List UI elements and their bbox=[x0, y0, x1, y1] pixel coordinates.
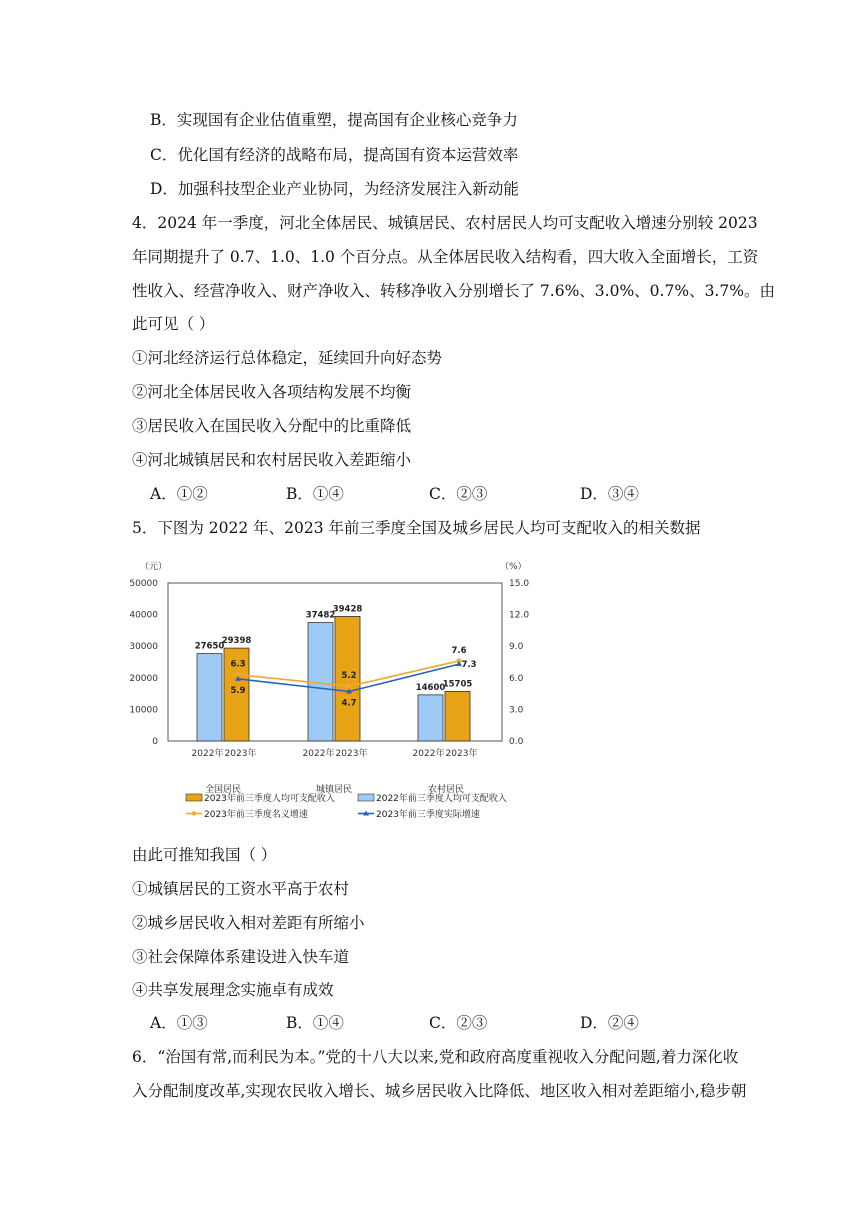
q5-statement: ③社会保障体系建设进入快车道 bbox=[132, 948, 350, 966]
left-tick-label: 20000 bbox=[129, 673, 158, 684]
x-tick-label: 2023年 bbox=[445, 749, 478, 759]
x-tick-label: 2022年 bbox=[191, 749, 224, 759]
real-growth-label: 4.7 bbox=[341, 698, 357, 709]
q3-option-c: C．优化国有经济的战略布局，提高国有资本运营效率 bbox=[150, 146, 519, 164]
category-label: 城镇居民 bbox=[315, 785, 353, 795]
right-tick-label: 0.0 bbox=[509, 737, 524, 747]
legend-label: 2023年前三季度人均可支配收入 bbox=[204, 794, 335, 804]
q5-statement: ②城乡居民收入相对差距有所缩小 bbox=[132, 914, 365, 932]
bar-2023 bbox=[445, 691, 470, 741]
q5-after: 由此可推知我国（ ） bbox=[132, 846, 277, 864]
right-tick-label: 12.0 bbox=[509, 610, 530, 621]
bar-value-label: 15705 bbox=[442, 679, 473, 690]
right-tick-label: 3.0 bbox=[509, 705, 524, 716]
x-tick-label: 2023年 bbox=[224, 749, 257, 759]
right-tick-label: 6.0 bbox=[509, 673, 524, 684]
income-chart bbox=[120, 550, 540, 830]
right-tick-label: 15.0 bbox=[509, 579, 530, 589]
q4-statement: ①河北经济运行总体稳定，延续回升向好态势 bbox=[132, 349, 443, 367]
q5-option-d: D．②④ bbox=[580, 1014, 639, 1032]
nominal-growth-label: 7.6 bbox=[451, 645, 467, 656]
bar-value-label: 37482 bbox=[305, 610, 336, 621]
x-tick-label: 2023年 bbox=[335, 749, 368, 759]
left-tick-label: 30000 bbox=[129, 642, 158, 653]
legend-marker bbox=[192, 811, 196, 815]
real-growth-label: 7.3 bbox=[461, 660, 477, 671]
q4-statement: ④河北城镇居民和农村居民收入差距缩小 bbox=[132, 451, 412, 469]
x-tick-label: 2022年 bbox=[302, 749, 335, 759]
q4-stem-line: 年同期提升了 0.7、1.0、1.0 个百分点。从全体居民收入结构看，四大收入全面增长，工资 bbox=[132, 248, 759, 266]
q3-option-b: B．实现国有企业估值重塑，提高国有企业核心竞争力 bbox=[150, 111, 518, 129]
q4-statement: ③居民收入在国民收入分配中的比重降低 bbox=[132, 417, 412, 435]
bar-2022 bbox=[418, 695, 443, 741]
x-tick-label: 2022年 bbox=[412, 749, 445, 759]
category-label: 全国居民 bbox=[204, 785, 242, 795]
q5-option-a: A．①③ bbox=[150, 1014, 208, 1032]
q5-option-c: C．②③ bbox=[429, 1014, 488, 1032]
left-tick-label: 0 bbox=[152, 737, 158, 747]
bar-value-label: 29398 bbox=[221, 636, 252, 647]
legend-label: 2022年前三季度人均可支配收入 bbox=[376, 794, 507, 804]
q4-stem-line: 性收入、经营净收入、财产净收入、转移净收入分别增长了 7.6%、3.0%、0.7%、3.7%。由 bbox=[132, 282, 775, 300]
left-axis-unit: （元） bbox=[140, 562, 168, 572]
nominal-growth-label: 6.3 bbox=[230, 659, 246, 670]
legend-label: 2023年前三季度名义增速 bbox=[204, 810, 308, 820]
bar-value-label: 39428 bbox=[332, 604, 363, 615]
legend-label: 2023年前三季度实际增速 bbox=[376, 810, 480, 820]
right-axis-unit: （%） bbox=[500, 562, 527, 572]
q4-option-c: C．②③ bbox=[429, 485, 488, 503]
right-tick-label: 9.0 bbox=[509, 642, 524, 653]
legend-swatch bbox=[186, 794, 202, 801]
q5-statement: ④共享发展理念实施卓有成效 bbox=[132, 981, 334, 999]
q5-statement: ①城镇居民的工资水平高于农村 bbox=[132, 880, 350, 898]
left-tick-label: 40000 bbox=[129, 610, 158, 621]
q4-option-a: A．①② bbox=[150, 485, 208, 503]
category-label: 农村居民 bbox=[427, 785, 465, 795]
bar-2022 bbox=[197, 654, 222, 741]
real-growth-label: 5.9 bbox=[230, 685, 246, 696]
bar-value-label: 27650 bbox=[194, 641, 225, 652]
nominal-growth-label: 5.2 bbox=[341, 671, 357, 682]
q4-stem-line: 此可见（ ） bbox=[132, 315, 215, 333]
q4-statement: ②河北全体居民收入各项结构发展不均衡 bbox=[132, 383, 412, 401]
q4-option-d: D．③④ bbox=[580, 485, 639, 503]
bar-value-label: 14600 bbox=[415, 682, 446, 693]
q4-stem-line: 4．2024 年一季度，河北全体居民、城镇居民、农村居民人均可支配收入增速分别较 2023 bbox=[132, 214, 758, 232]
q5-option-b: B．①④ bbox=[286, 1014, 344, 1032]
q6-stem-line: 入分配制度改革,实现农民收入增长、城乡居民收入比降低、地区收入相对差距缩小,稳步朝 bbox=[132, 1082, 747, 1100]
legend-swatch bbox=[358, 794, 374, 801]
q3-option-d: D．加强科技型企业产业协同，为经济发展注入新动能 bbox=[150, 180, 519, 198]
q5-stem: 5．下图为 2022 年、2023 年前三季度全国及城乡居民人均可支配收入的相关数据 bbox=[132, 519, 701, 537]
q4-option-b: B．①④ bbox=[286, 485, 344, 503]
nominal-growth-point bbox=[347, 684, 352, 689]
left-tick-label: 50000 bbox=[129, 579, 158, 589]
left-tick-label: 10000 bbox=[129, 705, 158, 716]
q6-stem-line: 6．“治国有常,而利民为本。”党的十八大以来,党和政府高度重视收入分配问题,着力深化收 bbox=[132, 1048, 739, 1066]
